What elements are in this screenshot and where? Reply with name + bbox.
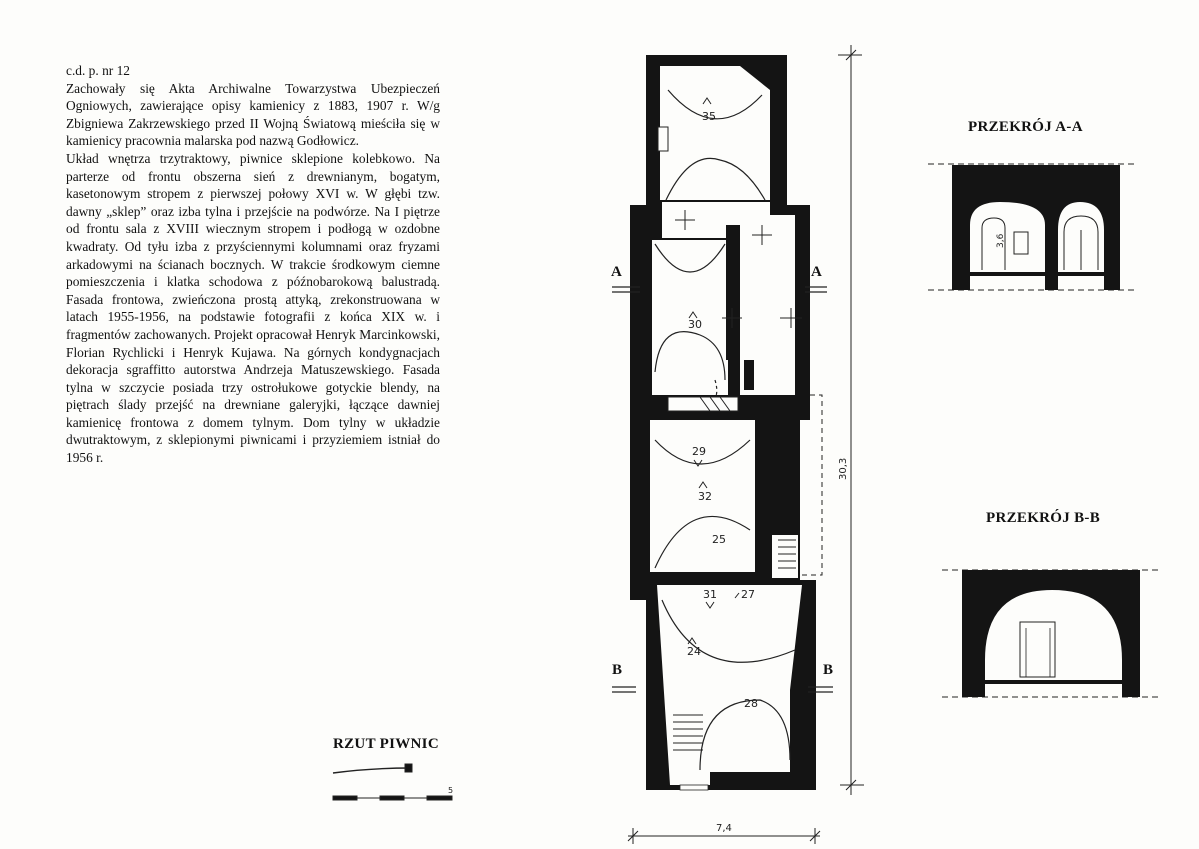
room-number: 30 [688,318,702,331]
document-reference: c.d. p. nr 12 [66,63,130,78]
north-scale-bar [333,764,452,800]
section-aa-drawing [928,164,1137,290]
scale-end-label: 5 [448,786,454,795]
paragraph-archives: Zachowały się Akta Archiwalne Towarzystwa Ubezpieczeń Ogniowych, zawierające opisy kamienicy z 1883, 1907 r. W/g Zbigniewa Zakrzewskiego przed II Wojną Światową mieściła się w kamienicy pracownia malarska pod nazwą Godłowicz. [66,80,440,149]
paragraph-layout: Układ wnętrza trzytraktowy, piwnice sklepione kolebkowo. Na parterze od frontu obszerna sień z drewnianym, bogatym, kasetonowym stropem z pierwszej połowy XVI w. W głębi tzw. dawny „sklep” oraz izba tylna i przejście na podwórze. Na I piętrze od frontu sala z XVIII wiecznym stropem i podłogą w ozdobne kwadraty. Od tyłu izba z przyściennymi kolumnami oraz fryzami arkadowymi na ścianach bocznych. W trakcie środkowym ciemne pomieszczenia i klatka schodowa z późnobarokową balustradą. Fasada frontowa, zwieńczona prostą attyką, zrekonstruowana w latach 1955-1956, na podstawie fotografii z końca XIX w. i fragmentów zachowanych. Projekt opracował Henryk Marcinkowski, Florian Rychlicki i Henryk Kujawa. Na górnych kondygnacjach dekoracja sgraffitto autorstwa Andrzeja Matuszewskiego. Fasada tylna w szczycie posiada trzy ostrołukowe gotyckie blendy, na piętrach ślady przejść na drewniane galeryjki, łączące dawniej kamienicę frontowa z domem tylnym. Dom tylny w układzie dwutraktowym, z sklepionymi piwnicami i przyziemiem istniał do 1956 r. [66,150,440,466]
room-number: 29 [692,445,706,458]
plan-title: RZUT PIWNIC [333,736,439,752]
marker-b-right: B [823,662,834,678]
section-bb-drawing [942,570,1160,697]
marker-a-right: A [811,264,822,280]
section-aa-title: PRZEKRÓJ A-A [968,119,1083,135]
room-number: 27 [741,588,755,601]
height-dimension: 30,3 [838,457,849,480]
marker-a-left: A [611,264,622,280]
room-number: 31 [703,588,717,601]
cellar-floor-plan [612,55,833,790]
room-number: 25 [712,533,726,546]
marker-b-left: B [612,662,623,678]
room-number: 28 [744,697,758,710]
room-number: 35 [702,110,716,123]
room-number: 24 [687,645,701,658]
section-aa-height: 3,6 [996,233,1006,248]
section-bb-title: PRZEKRÓJ B-B [986,510,1101,526]
width-dimension: 7,4 [716,823,732,834]
room-number: 32 [698,490,712,503]
